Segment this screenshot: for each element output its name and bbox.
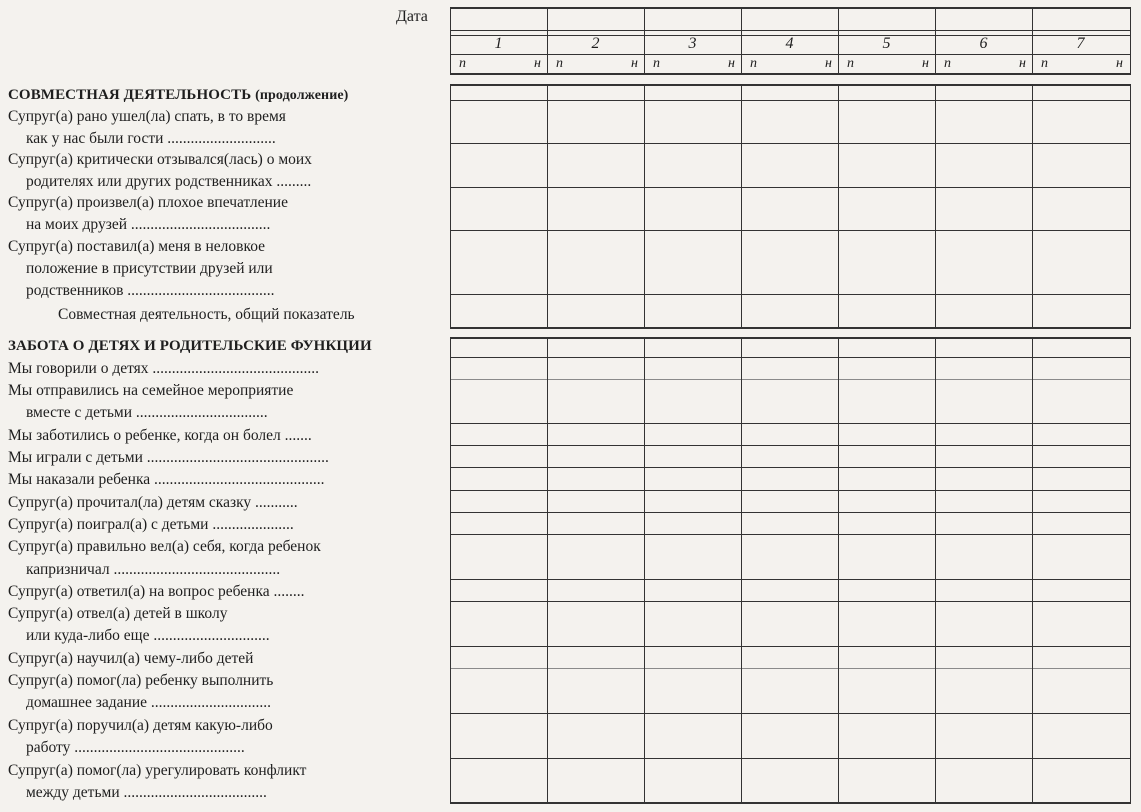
n-mark: н (1116, 56, 1123, 71)
day-number: 2 (591, 35, 600, 52)
section-heading-childcare: ЗАБОТА О ДЕТЯХ И РОДИТЕЛЬСКИЕ ФУНКЦИИ (8, 338, 372, 354)
n-mark: н (825, 56, 832, 71)
day-number: 4 (785, 35, 794, 52)
p-mark: п (653, 56, 660, 71)
p-mark: п (556, 56, 563, 71)
item-line: Супруг(а) помог(ла) ребенку выполнить (8, 672, 274, 689)
day-number: 7 (1076, 35, 1085, 52)
section-heading-joint-activity (8, 86, 348, 105)
n-mark: н (922, 56, 929, 71)
day-number: 6 (979, 35, 988, 52)
item-line: или куда-либо еще .............................. (26, 627, 270, 644)
item-line: Супруг(а) рано ушел(ла) спать, в то время (8, 108, 286, 125)
date-header-grid (450, 7, 1131, 75)
item-line: Супруг(а) научил(а) чему-либо детей (8, 650, 254, 667)
day-number: 5 (882, 35, 891, 52)
section-title: СОВМЕСТНАЯ ДЕЯТЕЛЬНОСТЬ (8, 87, 252, 103)
item-line: Мы наказали ребенка ............................................ (8, 471, 325, 488)
item-line: работу ............................................ (26, 739, 245, 756)
item-line: капризничал ........................................... (26, 561, 281, 578)
section-subtitle: (продолжение) (255, 88, 349, 103)
p-mark: п (750, 56, 757, 71)
item-line: домашнее задание ............................... (26, 694, 272, 711)
day-number: 1 (494, 35, 503, 52)
item-line: Мы говорили о детях ........................................... (8, 360, 320, 377)
item-line: Мы заботились о ребенке, когда он болел ....... (8, 427, 312, 444)
p-mark: п (459, 56, 466, 71)
item-line: Супруг(а) произвел(а) плохое впечатление (8, 194, 288, 211)
item-line: Супруг(а) правильно вел(а) себя, когда ребенок (8, 538, 321, 555)
p-mark: п (944, 56, 951, 71)
section1-total: Совместная деятельность, общий показатель (58, 306, 355, 323)
n-mark: н (728, 56, 735, 71)
p-mark: п (847, 56, 854, 71)
item-line: Супруг(а) поиграл(а) с детьми ..................... (8, 516, 294, 533)
section1-grid (450, 84, 1131, 329)
item-line: Мы играли с детьми ............................................... (8, 449, 329, 466)
item-line: Мы отправились на семейное мероприятие (8, 382, 294, 399)
item-line: Супруг(а) поручил(а) детям какую-либо (8, 717, 273, 734)
item-line: Супруг(а) критически отзывался(лась) о моих (8, 151, 312, 168)
section2-grid (450, 337, 1131, 804)
item-line: Супруг(а) прочитал(ла) детям сказку ........... (8, 494, 298, 511)
item-line: на моих друзей .................................... (26, 216, 271, 233)
day-number: 3 (688, 35, 697, 52)
n-mark: н (1019, 56, 1026, 71)
item-line: Супруг(а) отвел(а) детей в школу (8, 605, 228, 622)
item-line: вместе с детьми .................................. (26, 404, 268, 421)
item-line: между детьми ..................................... (26, 784, 267, 801)
n-mark: н (534, 56, 541, 71)
item-line: Супруг(а) помог(ла) урегулировать конфликт (8, 762, 307, 779)
item-line: Супруг(а) ответил(а) на вопрос ребенка ........ (8, 583, 305, 600)
item-line: родителях или других родственниках ......... (26, 173, 312, 190)
item-line: положение в присутствии друзей или (26, 260, 273, 277)
item-line: Супруг(а) поставил(а) меня в неловкое (8, 238, 266, 255)
item-line: родственников ...................................... (26, 282, 275, 299)
item-line: как у нас были гости ............................ (26, 130, 276, 147)
p-mark: п (1041, 56, 1048, 71)
date-label: Дата (396, 8, 428, 25)
n-mark: н (631, 56, 638, 71)
